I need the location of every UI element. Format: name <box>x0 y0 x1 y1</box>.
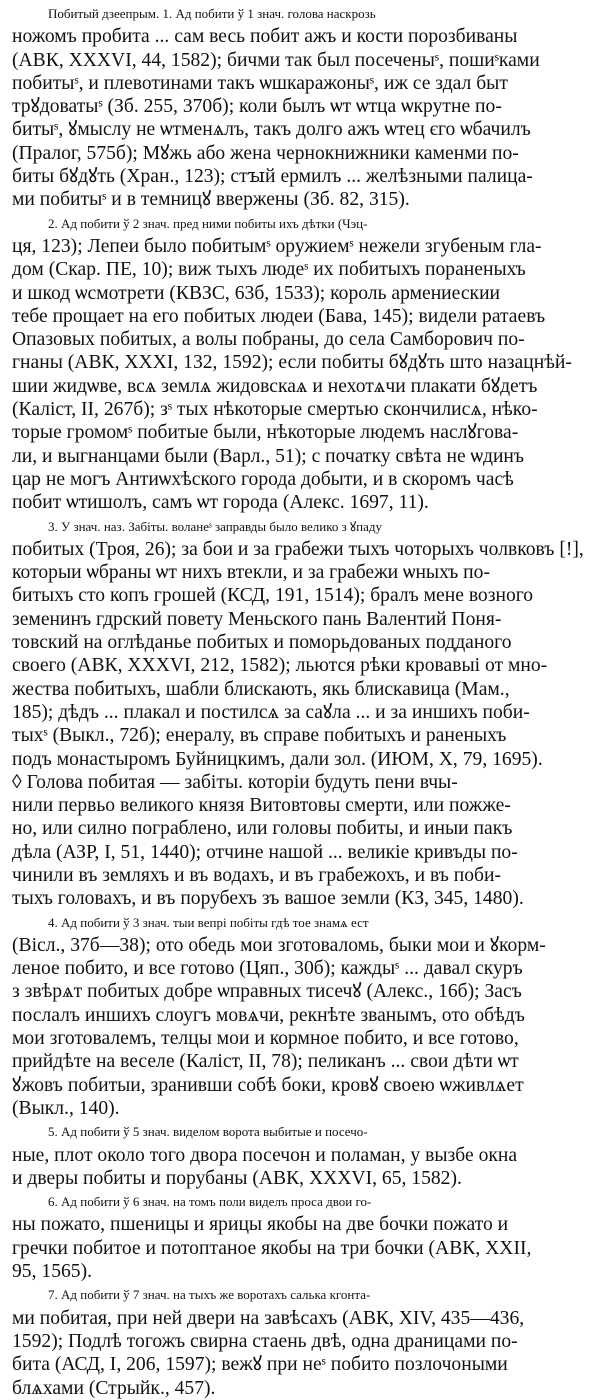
text-line: ли, и выгнанцами были (Варл., 51); с початку свѣта не ѡдинъ <box>12 445 525 467</box>
text-line: биты бꙋдꙋть (Хран., 123); стꙑй ермилъ ... желѣзными палица- <box>12 166 533 188</box>
text-line: (Пралог, 575б); Мꙋжь або жена чернокнижники каменми по- <box>12 142 519 164</box>
text-line: 185); дѣдъ ... плакал и постилсѧ за саꙋла ... и за иншихъ поби- <box>12 701 530 723</box>
text-line: побитых (Троя, 26); за бои и за грабежи тыхъ чоторыхъ чолвковъ [!], <box>12 538 584 560</box>
text-line: тыхъ головахъ, и въ порубехъ зъ вашое земли (КЗ, 345, 1480). <box>12 888 524 910</box>
text-line: дом (Скар. ПЕ, 10); виж тыхъ людеˢ их побитыхъ пораненыхъ <box>12 259 526 281</box>
text-line: 5. Ад побити ў 5 знач. виделом ворота выбитые и посечо- <box>48 1124 368 1140</box>
entry-sense-7 <box>12 1283 590 1399</box>
text-line: бита (АСД, I, 206, 1597); вежꙋ при неˢ побито позлочоными <box>12 1354 508 1376</box>
text-line: послалъ иншихъ слоугъ мовѧчи, рекнѣте званымъ, ото обѣдъ <box>12 1004 525 1026</box>
entry-sense-2 <box>12 212 590 515</box>
text-line: ця, 123); Лепеи было побитымˢ оружиемˢ нежели згубеным гла- <box>12 235 542 257</box>
text-line: земенинъ гдрский повету Меньского пань Валентий Поня- <box>12 608 502 630</box>
text-line: ные, плот около того двора посечон и поламан, у вызбе окна <box>12 1144 518 1166</box>
text-line: подъ монастыромъ Буйницкимъ, дали зол. (ИЮМ, X, 79, 1695). <box>12 748 543 770</box>
text-line: побит ѡтишолъ, самъ ѡт города (Алекс. 1697, 11). <box>12 492 429 514</box>
text-line: (Выкл., 140). <box>12 1097 120 1119</box>
text-line: 95, 1565). <box>12 1261 93 1283</box>
text-line: блѧхами (Стрыйк., 457). <box>12 1377 216 1399</box>
text-line: 6. Ад побити ў 6 знач. на томъ поли виделъ проса двои го- <box>48 1194 372 1210</box>
text-line: и дверы побиты и порубаны (АВК, XXXVI, 65, 1582). <box>12 1167 462 1189</box>
text-line: которыи ѡбраны ѡт нихъ втекли, и за грабежи ѡныхъ по- <box>12 562 490 584</box>
text-line: Опазовых побитых, а волы побраны, до села Самборович по- <box>12 329 525 351</box>
text-line: битыˢ, ꙋмыслу не ѡтменѧлъ, такъ долго ажъ ѡтец єго ѡбачилъ <box>12 119 531 141</box>
text-line: и шкод ѡсмотрети (КВЗС, 63б, 1533); король армениескии <box>12 282 501 304</box>
text-line: леное побито, и все готово (Цяп., 30б); каждыˢ ... давал скуръ <box>12 958 523 980</box>
text-line: торые громомˢ побитые были, нѣкоторые людемъ наслꙋгова- <box>12 422 519 444</box>
text-line: ꙋжовъ побитыи, зранивши собѣ боки, кровꙋ своею ѡживлѧет <box>12 1074 524 1096</box>
text-line: (АВК, XXXVI, 44, 1582); бичми так был посеченыˢ, пошиˢками <box>12 49 540 71</box>
dictionary-entry <box>12 2 590 1400</box>
text-line: 4. Ад побити ў 3 знач. тыи вепрі побіты гдѣ тое знамѧ ест <box>48 914 369 930</box>
text-line: цар не могъ Антиѡхѣского города добыти, и в скоромъ часѣ <box>12 468 514 490</box>
text-line: 2. Ад побити ў 2 знач. пред ними побиты ихъ дѣтки (Чэц- <box>48 215 368 231</box>
text-line: жества побитыхъ, шабли блискають, якь блискавица (Мам., <box>12 678 510 700</box>
text-line: Побитый дзеепрым. 1. Ад побити ў 1 знач. голова наскрозь <box>48 6 376 21</box>
text-line: битыхъ сто копъ грошей (КСД, 191, 1514); бралъ мене возного <box>12 585 534 607</box>
entry-sense-4 <box>12 911 590 1121</box>
text-line: (Віcл., 37б—38); ото обедь мои зготоваломь, быки мои и ꙋкорм- <box>12 934 546 956</box>
text-line: тыхˢ (Выкл., 72б); енералу, въ справе побитыхъ и раненыхъ <box>12 725 507 747</box>
text-line: (Каліст, II, 267б); зˢ тых нѣкоторые смертью скончилисѧ, нѣко- <box>12 399 538 421</box>
text-line: дѣла (АЗР, I, 51, 1440); отчине нашой ... великіе кривъды по- <box>12 841 518 863</box>
text-line: но, или силно пограблено, или головы побиты, и иныи пакъ <box>12 818 513 840</box>
text-line: ми побитыˢ и в темницꙋ ввержены (Зб. 82, 315). <box>12 189 410 211</box>
text-line: тебе прощает на его побитых людеи (Бава, 145); видели ратаевъ <box>12 305 546 327</box>
text-line: ны пожато, пшеницы и ярицы якобы на две бочки пожато и <box>12 1214 509 1236</box>
text-line: з звѣрѧт побитых добре ѡправных тисечꙋ (Алекс., 16б); Засъ <box>12 981 522 1003</box>
text-line: гнаны (АВК, XXXI, 132, 1592); если побиты бꙋдꙋть што назацнѣй- <box>12 352 572 374</box>
entry-sense-5 <box>12 1120 590 1190</box>
text-line: нили первьо великого князя Витовтовы смерти, или пожже- <box>12 795 511 817</box>
text-line: ◊ Голова побитая — забіты. которіи будуть пени вчы- <box>12 771 458 793</box>
text-line: трꙋдоватыˢ (Зб. 255, 370б); коли былъ ѡт ѡтца ѡкрутне по- <box>12 96 502 118</box>
text-line: мои зготовалемъ, телцы мои и кормное побито, и все готово, <box>12 1028 519 1050</box>
text-line: чинили въ земляхъ и въ водахъ, и въ грабежохъ, и въ поби- <box>12 864 502 886</box>
entry-sense-3 <box>12 515 590 911</box>
text-line: 1592); Подлѣ тогожъ свирна стаень двѣ, одна драницами по- <box>12 1330 518 1352</box>
text-line: своего (АВК, XXXVI, 212, 1582); льются рѣки кровавыі от мно- <box>12 655 548 677</box>
entry-sense-1 <box>12 2 590 212</box>
text-line: гречки побитое и потоптаное якобы на три бочки (АВК, XXII, <box>12 1237 532 1259</box>
text-line: шии жидѡве, всѧ землѧ жидовскаѧ и нехотѧчи плакати бꙋдетъ <box>12 375 538 397</box>
text-line: 7. Ад побити ў 7 знач. на тыхъ же воротахъ салька кгонта- <box>48 1287 371 1303</box>
text-line: товский на оглѣданье побитых и поморьдованых подданого <box>12 632 512 654</box>
text-line: побитыˢ, и плевотинами такъ ѡшкаражоныˢ, иж се здал быт <box>12 72 508 94</box>
text-line: ми побитая, при ней двери на завѣсахъ (АВК, XIV, 435—436, <box>12 1307 525 1329</box>
text-line: прийдѣте на веселе (Каліст, II, 78); пеликанъ ... свои дѣти ѡт <box>12 1051 519 1073</box>
text-line: ножомъ пробита ... сам весь побит ажъ и кости порозбиваны <box>12 26 518 48</box>
entry-sense-6 <box>12 1190 590 1283</box>
text-line: 3. У знач. наз. Забіты. воланеˢ заправды было велико з ꙋпаду <box>48 518 382 534</box>
